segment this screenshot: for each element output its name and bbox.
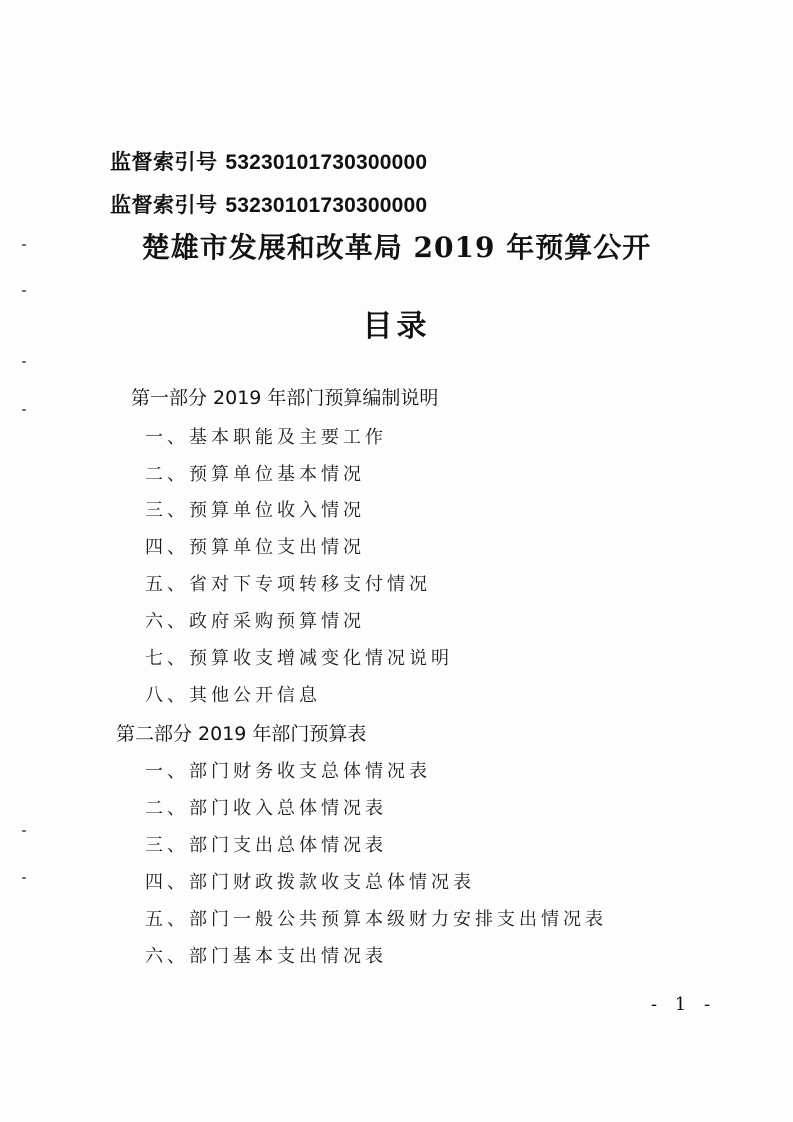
scan-mark	[22, 877, 26, 879]
toc-item: 四、部门财政拨款收支总体情况表	[145, 872, 475, 893]
scan-mark	[22, 409, 26, 411]
toc-item: 一、部门财务收支总体情况表	[145, 761, 431, 782]
toc-item: 四、预算单位支出情况	[145, 537, 365, 558]
scan-mark	[22, 361, 26, 363]
page-number: - 1 -	[651, 994, 717, 1015]
supervision-index-line	[110, 146, 427, 176]
toc-item: 一、基本职能及主要工作	[145, 427, 387, 448]
toc-item: 三、部门支出总体情况表	[145, 835, 387, 856]
part-heading: 第一部分 2019 年部门预算编制说明	[131, 387, 439, 409]
toc-item: 七、预算收支增减变化情况说明	[145, 648, 453, 669]
toc-item: 八、其他公开信息	[145, 685, 321, 706]
document-title: 楚雄市发展和改革局 2019 年预算公开	[141, 231, 652, 264]
toc-heading: 目录	[362, 309, 431, 344]
scan-mark	[22, 830, 26, 832]
toc-item: 二、预算单位基本情况	[145, 464, 365, 485]
toc-item: 二、部门收入总体情况表	[145, 798, 387, 819]
scan-mark	[22, 290, 26, 292]
supervision-index-label: 监督索引号	[110, 193, 218, 217]
toc-item: 六、部门基本支出情况表	[145, 946, 387, 967]
part-heading: 第二部分 2019 年部门预算表	[116, 723, 367, 745]
supervision-index-line	[110, 189, 427, 219]
supervision-index-number: 53230101730300000	[225, 151, 428, 174]
toc-item: 三、预算单位收入情况	[145, 500, 365, 521]
toc-item: 五、部门一般公共预算本级财力安排支出情况表	[145, 909, 607, 930]
supervision-index-number: 53230101730300000	[225, 194, 428, 217]
supervision-index-label: 监督索引号	[110, 150, 218, 174]
toc-item: 六、政府采购预算情况	[145, 611, 365, 632]
toc-item: 五、省对下专项转移支付情况	[145, 574, 431, 595]
